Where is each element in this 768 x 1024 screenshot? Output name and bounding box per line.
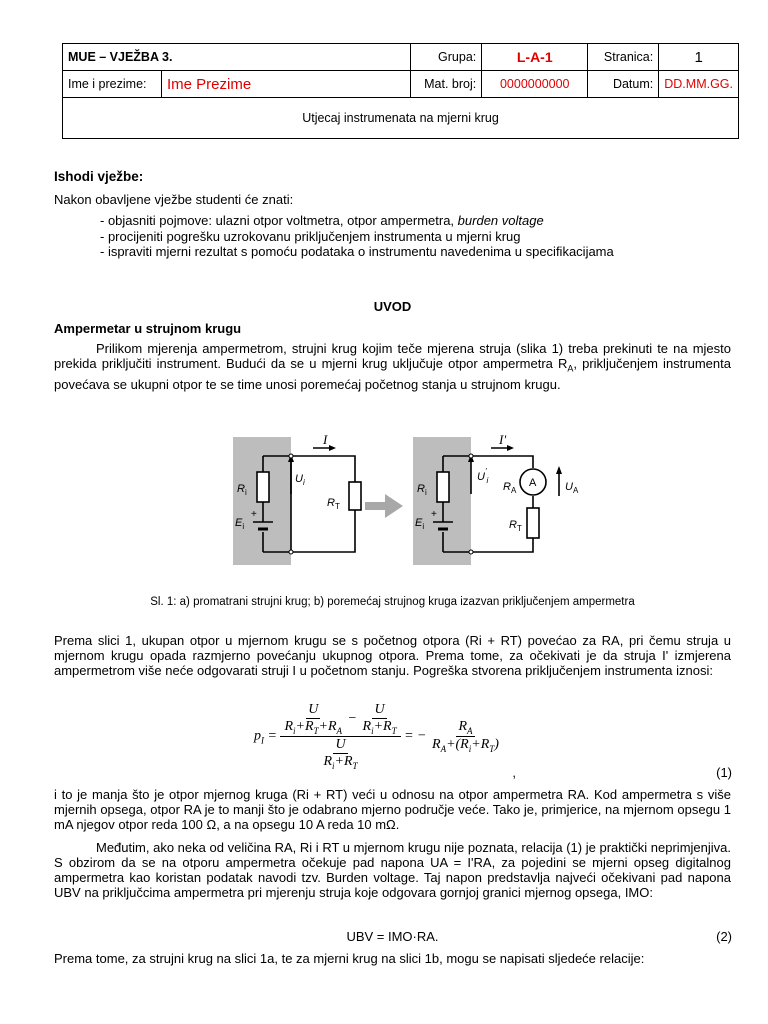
svg-text:Ui: $U_i$ bbox=[295, 473, 305, 487]
svg-text:Ei: $E_i$ bbox=[235, 517, 245, 531]
list-item: - objasniti pojmove: ulazni otpor voltmetra, otpor ampermetra, burden voltage bbox=[100, 213, 544, 228]
resistor-rt-a bbox=[349, 482, 361, 510]
intro-paragraph: Prilikom mjerenja ampermetrom, strujni krug kojim teče mjerena struja (slika 1) treba prekinuti te na mjesto prekida priključiti instrument. Budući da se u mjerni krug uključuje otpor ampermetra $R_A$, priključenjem instrumenta povećava se ukupni otpor te se time unosi poremećaj početnog stanja u strujnom krugu. bbox=[54, 341, 731, 392]
svg-text:RT: $R_T$ bbox=[327, 497, 340, 511]
label-i-prime: I' bbox=[499, 434, 507, 447]
paragraph-4: Međutim, ako neka od veličina RA, Ri i RT u mjernom krugu nije poznata, relacija (1) je praktički neprimjenjiva. S obzirom da se na otporu ampermetra očekuje pad napona UA = I'RA, za pojedini se mjerni opseg digitalnog ampermetra kao koristan podatak navodi tzv. Burden voltage. Taj napon predstavlja najveći očekivani pad napona UBV na priključcima ampermetra pri mjerenju struja koje odgovara gornjoj granici mjernog opsega, IMO: bbox=[54, 840, 731, 900]
ime-label: Ime i prezime: bbox=[63, 71, 162, 98]
equation-1: $p_I$ = $\frac{U}{R_i+R_T+R_A}$ − $\frac{U}{R_i+R_T}$ $\frac{U}{R_i+R_T}$ = − $\frac{R_A}{R_A+(R_i+R_T)}$ bbox=[254, 702, 499, 771]
resistor-ri-b bbox=[437, 472, 449, 502]
circuit-figure bbox=[233, 434, 603, 566]
outcomes-intro: Nakon obavljene vježbe studenti će znati: bbox=[54, 192, 294, 207]
header-table bbox=[62, 43, 739, 139]
document-title: Utjecaj instrumenata na mjerni krug bbox=[63, 98, 739, 139]
svg-text:Ei: $E_i$ bbox=[415, 517, 425, 531]
paragraph-2: Prema slici 1, ukupan otpor u mjernom krugu se s početnog otpora (Ri + RT) povećao za RA, pri čemu struja u mjernom krugu opada razmjerno povećanju ukupnog otpora. Prema tome, za očekivati je da struja I' izmjerena ampermetrom više neće odgovarati struji I u početnom stanju. Pogreška stvorena priključenjem instrumenta iznosi: bbox=[54, 633, 731, 678]
resistor-ri-a bbox=[257, 472, 269, 502]
section-heading: UVOD bbox=[373, 299, 412, 314]
list-item: - ispraviti mjerni rezultat s pomoću podataka o instrumentu navedenima u specifikacijama bbox=[100, 244, 614, 259]
svg-text:Ri: $R_i$ bbox=[417, 483, 427, 497]
svg-text:U'i: $U'_i$ bbox=[477, 467, 489, 485]
course-title: MUE – VJEŽBA 3. bbox=[63, 44, 411, 71]
svg-text:RA: $R_A$ bbox=[503, 481, 517, 495]
equation-1-comma: , bbox=[512, 765, 516, 780]
grupa-value: L-A-1 bbox=[482, 44, 588, 71]
label-a: A bbox=[529, 477, 537, 489]
paragraph-5: Prema tome, za strujni krug na slici 1a, te za mjerni krug na slici 1b, mogu se napisati sljedeće relacije: bbox=[54, 951, 645, 966]
stranica-value: 1 bbox=[659, 44, 739, 71]
datum-value: DD.MM.GG. bbox=[659, 71, 739, 98]
equation-2-number: (2) bbox=[716, 929, 732, 944]
stranica-label: Stranica: bbox=[588, 44, 659, 71]
svg-text:RT: $R_T$ bbox=[509, 519, 522, 533]
ime-value: Ime Prezime bbox=[162, 71, 411, 98]
svg-text:UA: $U_A$ bbox=[565, 481, 579, 495]
paragraph-3: i to je manja što je otpor mjernog kruga (Ri + RT) veći u odnosu na otpor ampermetra RA. Kod ampermetra s više mjernih opsega, otpor RA je to manji što je odabrano mjerno područje veće. Tako je, primjerice, na mjernom opsegu 1 mA njegov otpor reda 100 Ω, a na opsegu 10 A reda 10 mΩ. bbox=[54, 787, 731, 832]
outcomes-heading: Ishodi vježbe: bbox=[54, 169, 144, 184]
svg-text:+: + bbox=[431, 509, 437, 520]
resistor-rt-b bbox=[527, 508, 539, 538]
svg-text:+: + bbox=[251, 509, 257, 520]
subsection-heading: Ampermetar u strujnom krugu bbox=[54, 321, 242, 336]
transition-arrow bbox=[365, 494, 403, 518]
equation-1-number: (1) bbox=[716, 765, 732, 780]
outcomes-list bbox=[100, 213, 614, 260]
list-item: - procijeniti pogrešku uzrokovanu priključenjem instrumenta u mjerni krug bbox=[100, 228, 521, 244]
datum-label: Datum: bbox=[588, 71, 659, 98]
mat-value: 0000000000 bbox=[482, 71, 588, 98]
mat-label: Mat. broj: bbox=[411, 71, 482, 98]
figure-caption: Sl. 1: a) promatrani strujni krug; b) poremećaj strujnog kruga izazvan priključenjem ampermetra bbox=[150, 596, 635, 608]
equation-2: UBV = IMO·RA. bbox=[346, 929, 439, 944]
grupa-label: Grupa: bbox=[411, 44, 482, 71]
svg-text:Ri: $R_i$ bbox=[237, 483, 247, 497]
label-i: I bbox=[323, 434, 328, 447]
